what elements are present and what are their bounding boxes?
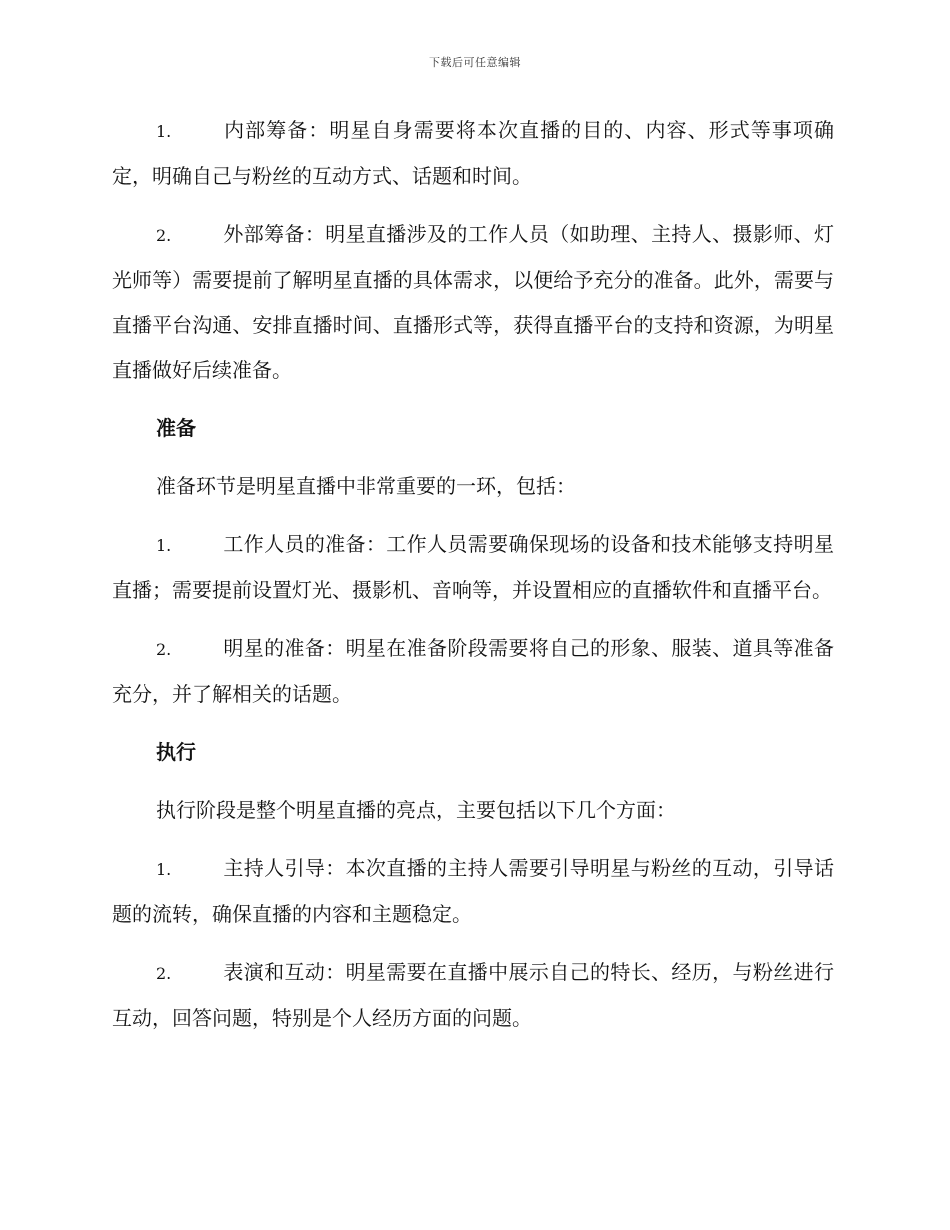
list-number: 2. — [156, 226, 172, 245]
paragraph-prepare-intro: 准备环节是明星直播中非常重要的一环，包括： — [156, 474, 576, 498]
list-number: 1. — [156, 122, 172, 141]
list-item-performance — [112, 950, 834, 1041]
list-number: 1. — [156, 536, 172, 555]
list-item-host-guide — [112, 846, 834, 937]
section-heading-execute: 执行 — [156, 740, 196, 764]
list-item-text: 内部筹备：明星自身需要将本次直播的目的、内容、形式等事项确定，明确自己与粉丝的互动方式、话题和时间。 — [112, 118, 834, 188]
list-item-text: 主持人引导：本次直播的主持人需要引导明星与粉丝的互动，引导话题的流转，确保直播的内容和主题稳定。 — [112, 856, 834, 926]
list-number: 1. — [156, 860, 172, 879]
list-item-text: 表演和互动：明星需要在直播中展示自己的特长、经历，与粉丝进行互动，回答问题，特别是个人经历方面的问题。 — [112, 960, 834, 1030]
list-item-internal-prep — [112, 108, 834, 199]
list-item-staff-prep — [112, 522, 834, 613]
list-item-external-prep — [112, 212, 834, 393]
list-item-text: 明星的准备：明星在准备阶段需要将自己的形象、服装、道具等准备充分，并了解相关的话题。 — [112, 636, 834, 706]
section-heading-prepare: 准备 — [156, 416, 196, 440]
paragraph-execute-intro: 执行阶段是整个明星直播的亮点，主要包括以下几个方面： — [156, 798, 676, 822]
list-item-text: 工作人员的准备：工作人员需要确保现场的设备和技术能够支持明星直播；需要提前设置灯光、摄影机、音响等，并设置相应的直播软件和直播平台。 — [112, 532, 834, 602]
list-number: 2. — [156, 640, 172, 659]
document-body — [112, 108, 834, 1054]
page-header-note: 下载后可任意编辑 — [429, 56, 521, 69]
list-item-star-prep — [112, 626, 834, 717]
list-number: 2. — [156, 964, 172, 983]
list-item-text: 外部筹备：明星直播涉及的工作人员（如助理、主持人、摄影师、灯光师等）需要提前了解明星直播的具体需求，以便给予充分的准备。此外，需要与直播平台沟通、安排直播时间、直播形式等，获得直播平台的支持和资源，为明星直播做好后续准备。 — [112, 222, 834, 382]
